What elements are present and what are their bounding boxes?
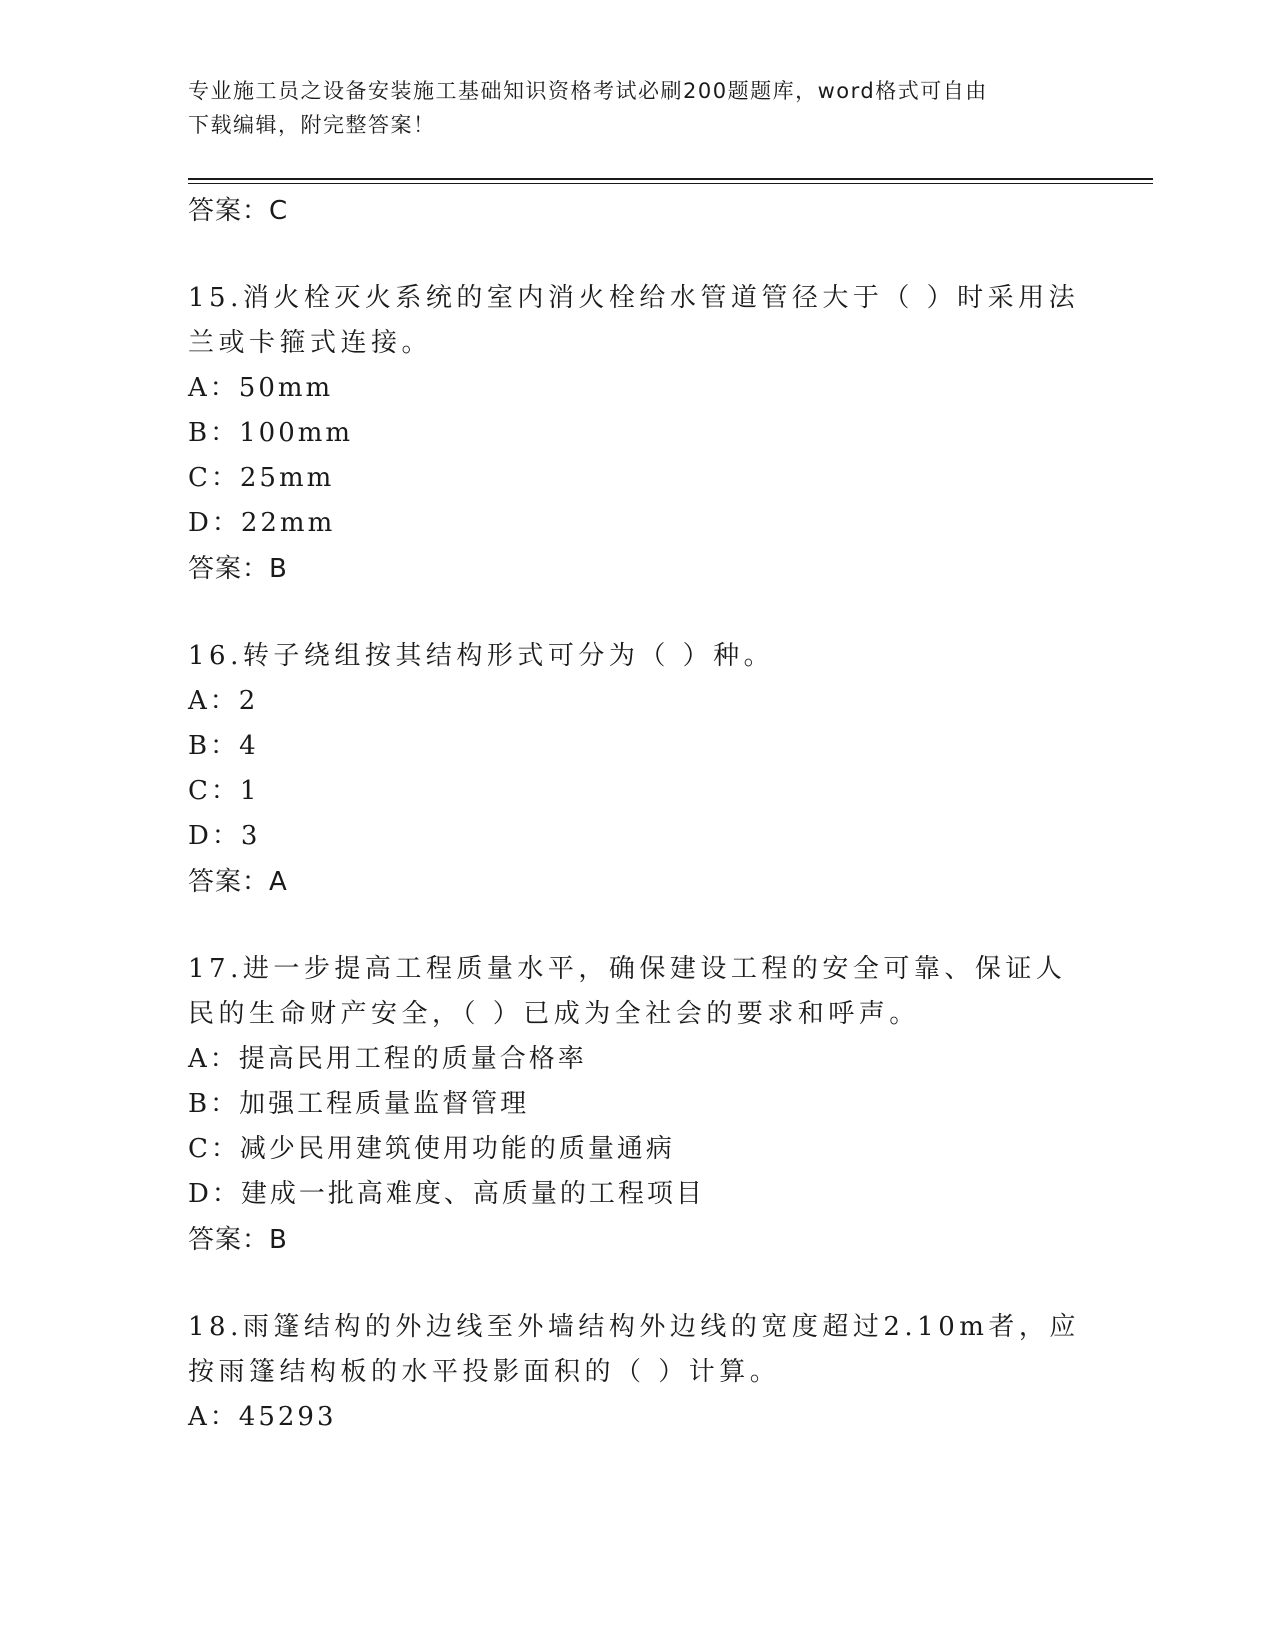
header-line-2: 下载编辑，附完整答案！ xyxy=(188,113,436,137)
question-text: 16.转子绕组按其结构形式可分为（ ）种。 xyxy=(188,641,775,671)
option-d: D：22mm xyxy=(188,508,336,538)
option-d: D：3 xyxy=(188,821,261,851)
answer-line: 答案：C xyxy=(188,196,289,226)
question-block xyxy=(188,1305,1088,1440)
question-text: 15.消火栓灭火系统的室内消火栓给水管道管径大于（ ）时采用法兰或卡箍式连接。 xyxy=(188,283,1080,358)
header-line-1: 专业施工员之设备安装施工基础知识资格考试必刷200题题库，word格式可自由 xyxy=(188,79,988,103)
option-a: A：45293 xyxy=(188,1402,337,1432)
document-body xyxy=(188,188,1088,1440)
option-d: D：建成一批高难度、高质量的工程项目 xyxy=(188,1179,705,1209)
question-block xyxy=(188,947,1088,1263)
option-b: B：加强工程质量监督管理 xyxy=(188,1089,530,1119)
answer-line: 答案：B xyxy=(188,1225,288,1255)
answer-line: 答案：B xyxy=(188,554,288,584)
option-b: B：100mm xyxy=(188,418,354,448)
question-text: 17.进一步提高工程质量水平，确保建设工程的安全可靠、保证人民的生命财产安全，（ ）已成为全社会的要求和呼声。 xyxy=(188,954,1067,1029)
header-rule-thin xyxy=(188,183,1153,184)
document-header xyxy=(188,74,1088,142)
option-b: B：4 xyxy=(188,731,259,761)
question-block xyxy=(188,634,1088,905)
question-text: 18.雨篷结构的外边线至外墙结构外边线的宽度超过2.10m者，应按雨篷结构板的水平投影面积的（ ）计算。 xyxy=(188,1312,1080,1387)
option-c: C：1 xyxy=(188,776,260,806)
question-block xyxy=(188,276,1088,592)
answer-line: 答案：A xyxy=(188,867,288,897)
option-c: C：25mm xyxy=(188,463,335,493)
option-c: C：减少民用建筑使用功能的质量通病 xyxy=(188,1134,675,1164)
option-a: A：2 xyxy=(188,686,259,716)
header-rule-thick xyxy=(188,178,1153,180)
option-a: A：50mm xyxy=(188,373,334,403)
option-a: A：提高民用工程的质量合格率 xyxy=(188,1044,587,1074)
